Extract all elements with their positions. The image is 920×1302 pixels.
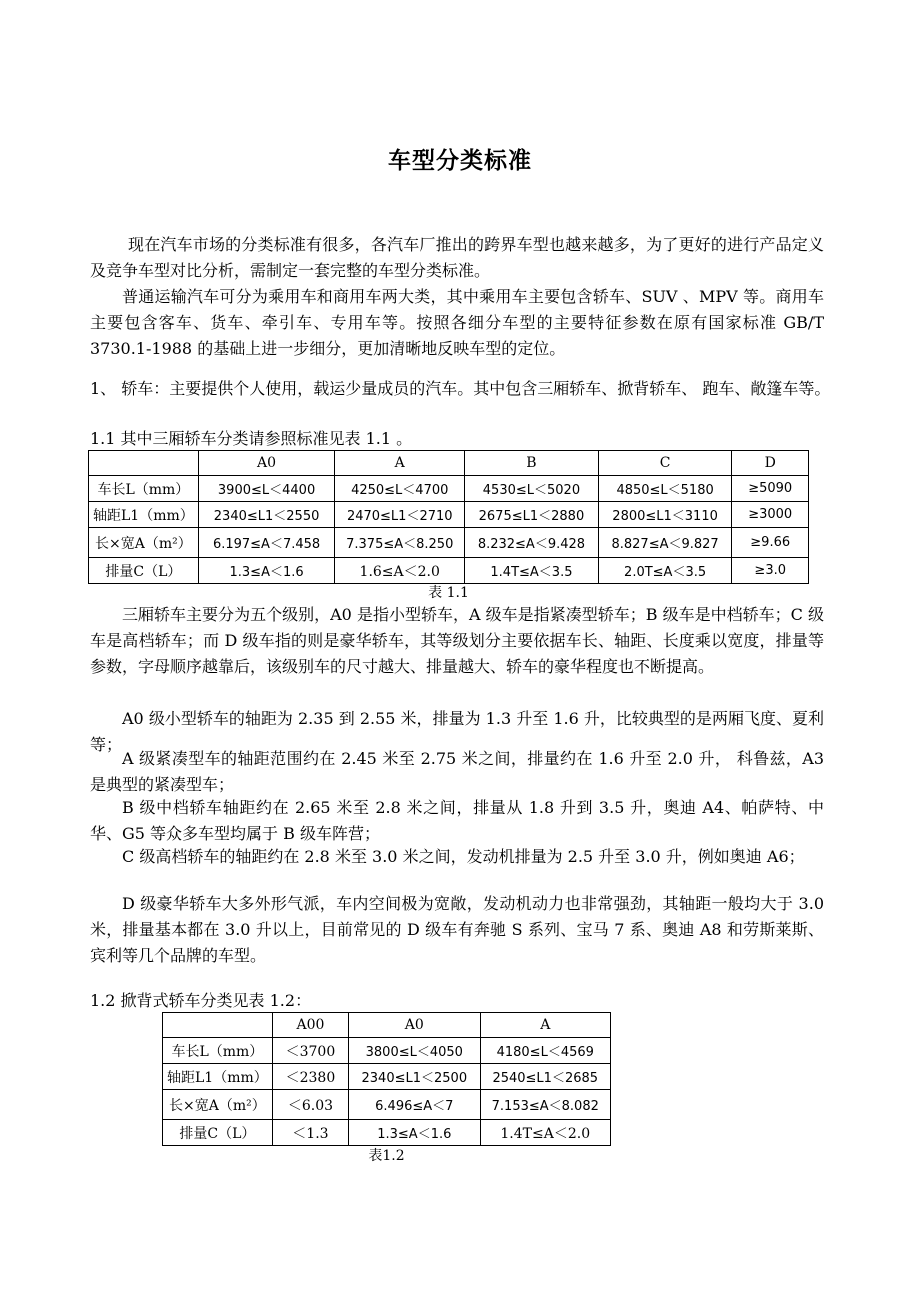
table-cell: 3800≤L＜4050 <box>349 1038 480 1064</box>
table-header-cell: D <box>732 451 809 476</box>
table-row <box>89 528 809 558</box>
table-cell: 2675≤L1＜2880 <box>465 502 599 528</box>
table-cell: 1.4T≤A＜3.5 <box>465 558 599 584</box>
table-row <box>163 1064 611 1090</box>
section-1-2-label: 1.2 掀背式轿车分类见表 1.2： <box>90 991 312 1010</box>
body-paragraph-8: D 级豪华轿车大多外形气派，车内空间极为宽敞，发动机动力也非常强劲，其轴距一般均大于 3.0 米，排量基本都在 3.0 升以上，目前常见的 D 级车有奔驰 S 系列、宝马 7 系、奥迪 A8 和劳斯莱斯、宾利等几个品牌的车型。 <box>90 894 824 965</box>
body-paragraph-3: 三厢轿车主要分为五个级别，A0 是指小型轿车，A 级车是指紧凑型轿车；B 级车是中档轿车；C 级车是高档轿车；而 D 级车指的则是豪华轿车，其等级划分主要依据车长、轴距、长度乘以宽度，排量等参数，字母顺序越靠后，该级别车的尺寸越大、排量越大、轿车的豪华程度也不断提高。 <box>90 605 824 676</box>
table-cell: 1.4T≤A＜2.0 <box>480 1120 611 1146</box>
table-row <box>163 1038 611 1064</box>
table-row <box>89 502 809 528</box>
table-cell: 4530≤L＜5020 <box>465 476 599 502</box>
table-row <box>89 476 809 502</box>
table-cell: ≥9.66 <box>732 528 809 558</box>
table-cell: 4180≤L＜4569 <box>480 1038 611 1064</box>
table-cell: 2.0T≤A＜3.5 <box>598 558 732 584</box>
table-cell: 6.496≤A＜7 <box>349 1090 480 1120</box>
table-cell: 2800≤L1＜3110 <box>598 502 732 528</box>
section-1-heading: 1、 轿车：主要提供个人使用，载运少量成员的汽车。其中包含三厢轿车、掀背轿车、 跑车、敞篷车等。 <box>90 379 831 398</box>
table-cell: ＜2380 <box>272 1064 348 1090</box>
row-label: 车长L（mm） <box>163 1038 273 1064</box>
page-title: 车型分类标准 <box>388 148 532 174</box>
table-row <box>163 1120 611 1146</box>
table-cell: ≥3.0 <box>732 558 809 584</box>
table-cell: 1.3≤A＜1.6 <box>198 558 335 584</box>
table-header-cell: A <box>480 1013 611 1038</box>
table-cell: 2340≤L1＜2550 <box>198 502 335 528</box>
table-header-cell: B <box>465 451 599 476</box>
table-cell: 1.3≤A＜1.6 <box>349 1120 480 1146</box>
row-label: 长×宽A（m²） <box>163 1090 273 1120</box>
table-cell: 2340≤L1＜2500 <box>349 1064 480 1090</box>
section-1-1-label: 1.1 其中三厢轿车分类请参照标准见表 1.1 。 <box>90 429 413 448</box>
table-header-cell: A00 <box>272 1013 348 1038</box>
table-cell: 1.6≤A＜2.0 <box>335 558 465 584</box>
table-cell: 2540≤L1＜2685 <box>480 1064 611 1090</box>
row-label: 车长L（mm） <box>89 476 199 502</box>
table-header-row <box>89 451 809 476</box>
row-label: 轴距L1（mm） <box>89 502 199 528</box>
table-cell: ＜1.3 <box>272 1120 348 1146</box>
table-1-2-caption: 表1.2 <box>368 1148 405 1164</box>
table-header-cell: A <box>335 451 465 476</box>
table-header-row <box>163 1013 611 1038</box>
body-paragraph-5: A 级紧凑型车的轴距范围约在 2.45 米至 2.75 米之间，排量约在 1.6 升至 2.0 升， 科鲁兹，A3 是典型的紧凑型车； <box>90 749 824 794</box>
intro-paragraph-1: 现在汽车市场的分类标准有很多，各汽车厂推出的跨界车型也越来越多，为了更好的进行产品定义及竞争车型对比分析，需制定一套完整的车型分类标准。 <box>90 235 824 280</box>
body-paragraph-4: A0 级小型轿车的轴距为 2.35 到 2.55 米，排量为 1.3 升至 1.6 升，比较典型的是两厢飞度、夏利等； <box>90 709 824 754</box>
table-cell: 3900≤L＜4400 <box>198 476 335 502</box>
table-cell: 4250≤L＜4700 <box>335 476 465 502</box>
table-header-cell <box>163 1013 273 1038</box>
body-paragraph-6: B 级中档轿车轴距约在 2.65 米至 2.8 米之间，排量从 1.8 升到 3.5 升，奥迪 A4、帕萨特、中华、G5 等众多车型均属于 B 级车阵营； <box>90 798 824 843</box>
table-cell: 4850≤L＜5180 <box>598 476 732 502</box>
table-1-1-caption: 表 1.1 <box>428 585 469 601</box>
table-header-cell: C <box>598 451 732 476</box>
table-cell: ≥3000 <box>732 502 809 528</box>
body-paragraph-7: C 级高档轿车的轴距约在 2.8 米至 3.0 米之间，发动机排量为 2.5 升至 3.0 升，例如奥迪 A6； <box>122 847 805 866</box>
table-cell: 7.375≤A＜8.250 <box>335 528 465 558</box>
table-row <box>163 1090 611 1120</box>
table-cell: ＜6.03 <box>272 1090 348 1120</box>
table-1-1 <box>88 450 809 584</box>
table-cell: ＜3700 <box>272 1038 348 1064</box>
table-cell: 7.153≤A＜8.082 <box>480 1090 611 1120</box>
row-label: 排量C（L） <box>89 558 199 584</box>
row-label: 排量C（L） <box>163 1120 273 1146</box>
table-cell: 8.827≤A＜9.827 <box>598 528 732 558</box>
intro-paragraph-2: 普通运输汽车可分为乘用车和商用车两大类，其中乘用车主要包含轿车、SUV 、MPV 等。商用车主要包含客车、货车、牵引车、专用车等。按照各细分车型的主要特征参数在原有国家标准 GB/T 3730.1-1988 的基础上进一步细分，更加清晰地反映车型的定位。 <box>90 287 824 358</box>
table-cell: 8.232≤A＜9.428 <box>465 528 599 558</box>
table-cell: 2470≤L1＜2710 <box>335 502 465 528</box>
table-header-cell <box>89 451 199 476</box>
table-row <box>89 558 809 584</box>
table-1-2 <box>162 1012 611 1146</box>
row-label: 长×宽A（m²） <box>89 528 199 558</box>
table-cell: ≥5090 <box>732 476 809 502</box>
table-header-cell: A0 <box>198 451 335 476</box>
table-header-cell: A0 <box>349 1013 480 1038</box>
table-cell: 6.197≤A＜7.458 <box>198 528 335 558</box>
row-label: 轴距L1（mm） <box>163 1064 273 1090</box>
